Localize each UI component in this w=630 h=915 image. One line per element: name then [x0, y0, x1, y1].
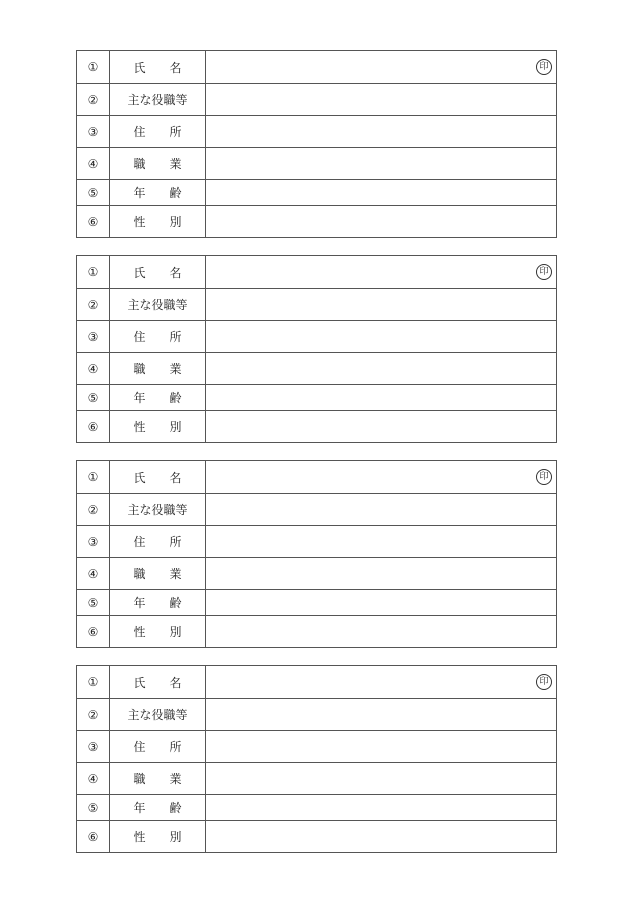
- occupation-field[interactable]: [206, 763, 557, 795]
- label-address: 住 所: [110, 731, 206, 763]
- age-field[interactable]: [206, 385, 557, 411]
- label-gender: 性 別: [110, 616, 206, 648]
- row-number: ⑤: [77, 385, 110, 411]
- row-number: ④: [77, 353, 110, 385]
- address-field[interactable]: [206, 526, 557, 558]
- label-position: 主な役職等: [110, 289, 206, 321]
- age-field[interactable]: [206, 795, 557, 821]
- row-number: ①: [77, 666, 110, 699]
- row-number: ②: [77, 289, 110, 321]
- row-number: ④: [77, 763, 110, 795]
- name-field[interactable]: [206, 51, 557, 84]
- label-address: 住 所: [110, 116, 206, 148]
- label-gender: 性 別: [110, 411, 206, 443]
- label-name: 氏 名: [110, 256, 206, 289]
- row-number: ③: [77, 116, 110, 148]
- name-field[interactable]: [206, 666, 557, 699]
- gender-field[interactable]: [206, 821, 557, 853]
- occupation-field[interactable]: [206, 558, 557, 590]
- occupation-field[interactable]: [206, 353, 557, 385]
- label-position: 主な役職等: [110, 699, 206, 731]
- label-occupation: 職 業: [110, 148, 206, 180]
- row-number: ②: [77, 699, 110, 731]
- label-position: 主な役職等: [110, 84, 206, 116]
- row-number: ①: [77, 256, 110, 289]
- row-number: ⑥: [77, 616, 110, 648]
- label-age: 年 齢: [110, 180, 206, 206]
- member-form-2: [76, 255, 557, 443]
- position-field[interactable]: [206, 494, 557, 526]
- label-position: 主な役職等: [110, 494, 206, 526]
- age-field[interactable]: [206, 180, 557, 206]
- member-form-1: [76, 50, 557, 238]
- label-gender: 性 別: [110, 206, 206, 238]
- row-number: ②: [77, 494, 110, 526]
- row-number: ⑥: [77, 821, 110, 853]
- label-occupation: 職 業: [110, 763, 206, 795]
- label-age: 年 齢: [110, 385, 206, 411]
- position-field[interactable]: [206, 84, 557, 116]
- row-number: ③: [77, 731, 110, 763]
- label-name: 氏 名: [110, 666, 206, 699]
- name-field[interactable]: [206, 256, 557, 289]
- address-field[interactable]: [206, 116, 557, 148]
- label-gender: 性 別: [110, 821, 206, 853]
- row-number: ②: [77, 84, 110, 116]
- label-age: 年 齢: [110, 795, 206, 821]
- row-number: ④: [77, 148, 110, 180]
- label-occupation: 職 業: [110, 353, 206, 385]
- label-address: 住 所: [110, 526, 206, 558]
- row-number: ⑤: [77, 590, 110, 616]
- row-number: ⑥: [77, 411, 110, 443]
- label-address: 住 所: [110, 321, 206, 353]
- label-name: 氏 名: [110, 51, 206, 84]
- member-form-3: [76, 460, 557, 648]
- label-name: 氏 名: [110, 461, 206, 494]
- name-field[interactable]: [206, 461, 557, 494]
- age-field[interactable]: [206, 590, 557, 616]
- seal-mark: 印: [536, 59, 552, 75]
- member-form-4: [76, 665, 557, 853]
- label-age: 年 齢: [110, 590, 206, 616]
- seal-mark: 印: [536, 674, 552, 690]
- row-number: ⑤: [77, 795, 110, 821]
- row-number: ①: [77, 461, 110, 494]
- address-field[interactable]: [206, 321, 557, 353]
- gender-field[interactable]: [206, 411, 557, 443]
- row-number: ⑤: [77, 180, 110, 206]
- address-field[interactable]: [206, 731, 557, 763]
- row-number: ④: [77, 558, 110, 590]
- seal-mark: 印: [536, 264, 552, 280]
- row-number: ③: [77, 526, 110, 558]
- position-field[interactable]: [206, 699, 557, 731]
- occupation-field[interactable]: [206, 148, 557, 180]
- row-number: ③: [77, 321, 110, 353]
- row-number: ⑥: [77, 206, 110, 238]
- position-field[interactable]: [206, 289, 557, 321]
- seal-mark: 印: [536, 469, 552, 485]
- row-number: ①: [77, 51, 110, 84]
- gender-field[interactable]: [206, 206, 557, 238]
- gender-field[interactable]: [206, 616, 557, 648]
- label-occupation: 職 業: [110, 558, 206, 590]
